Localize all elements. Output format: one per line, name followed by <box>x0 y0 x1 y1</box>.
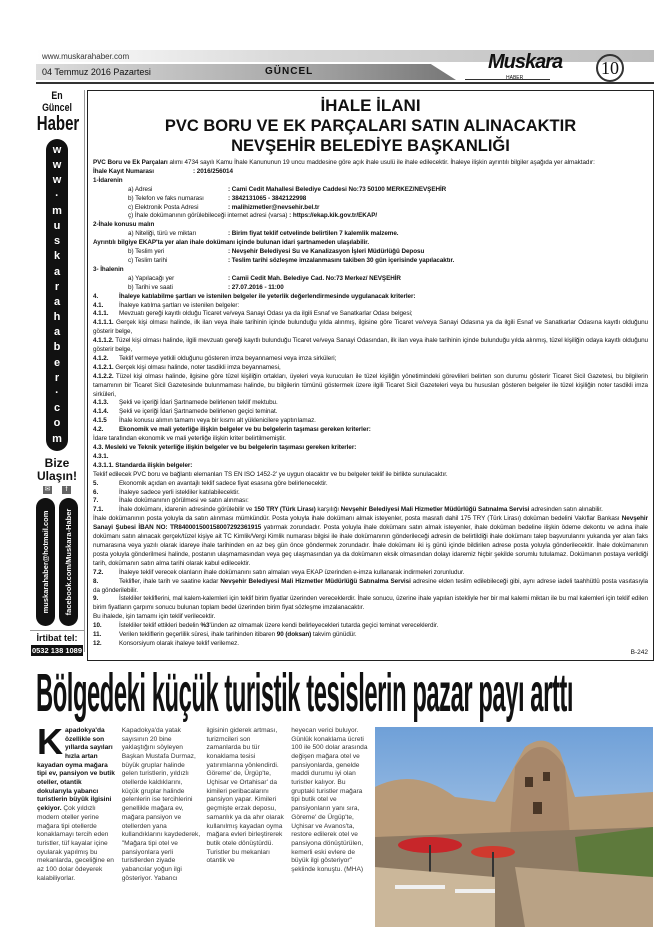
notice-text: Teklif vermeye yetkili olduğunu gösteren imza beyannamesi veya imza sirküleri; <box>119 354 337 362</box>
notice-line <box>93 640 648 649</box>
divider <box>36 82 654 84</box>
notice-text: İhale konusu alımın tamamı veya bir kısmı alt yüklenicilere yaptırılamaz. <box>119 417 316 425</box>
article-lead: apadokya'da özellikle son yıllarda sayıları hızla artan kayadan oyma mağara tipi ev, pansiyon ve butik oteller, otantik dokularıyla yabancı turistlerin büyük ilgisini çekiyor. <box>37 726 115 813</box>
notice-text: adresinden satın alınabilir. <box>529 506 603 514</box>
notice-text: 'ünden az olmamak üzere kendi belirleyecekleri tutarda geçici teminat vereceklerdir. <box>209 622 439 630</box>
notice-text: İhale dokümanı, idarenin adresinde görülebilir ve <box>119 506 255 514</box>
article-body <box>37 720 370 927</box>
field-value: : Cami Cedit Mahallesi Belediye Caddesi No:73 50100 MERKEZ/NEVŞEHİR <box>228 185 447 193</box>
notice-text: Gerçek kişi olması halinde, ilk ilan veya ihale tarihinin içinde bulunduğu yılda alınmış, ilgisine göre Ticaret ve/veya Sanayi Odasına ya da ilgili Esnaf ve Sanatkarlar Odasına kayıtlı olduğunu gösterir belge, <box>93 319 648 336</box>
notice-text: : https://ekap.kik.gov.tr/EKAP/ <box>289 212 378 220</box>
notice-text: 3- İhalenin <box>93 265 124 273</box>
notice-line <box>93 177 648 186</box>
site-letter: · <box>55 189 59 202</box>
notice-text: 4.1.2.1. <box>93 363 114 371</box>
article-headline: Bölgedeki küçük turistik tesislerin pazar payı arttı <box>36 662 573 723</box>
clause-number: 5. <box>93 479 99 487</box>
mail-icon: ✉ <box>44 485 51 493</box>
site-letter: e <box>53 356 61 369</box>
sidebar-title: En Güncel <box>42 90 72 114</box>
site-letter: c <box>53 402 61 415</box>
notice-line <box>93 453 648 462</box>
clause-number: 4.1.1. <box>93 310 109 318</box>
site-letter: b <box>53 341 61 354</box>
notice-body <box>93 159 648 649</box>
page-number: 10 <box>596 54 624 82</box>
field-label: c) Elektronik Posta Adresi <box>128 203 199 211</box>
notice-line <box>93 569 648 578</box>
headline-area <box>36 664 654 724</box>
notice-text: alımı 4734 sayılı Kamu İhale Kanununun 19 uncu maddesine göre açık ihale usulü ile ihale edilecektir. İhaleye ilişkin ayrıntılı bilgiler aşağıda yer almaktadır: <box>167 159 595 166</box>
main-content <box>36 90 654 927</box>
article-column-2: Kapadokya'da yatak sayısının 20 bine yaklaştığını söyleyen Başkan Mustafa Durmaz, büyük gruplar halinde gelen turistlerin, yıldızlı otellerde kaldıklarını, küçük gruplar halinde gelenlerin ise tercihlerini genellikle mağara ev, mağara pansiyon ve otellerden yana kullandıklarını kaydederek, "Mağara tipi otel ve pansiyonlara yerli turistlerden ziyade yabancılar yoğun ilgi gösteriyor. Yabancı <box>121 726 201 882</box>
notice-line <box>93 595 648 613</box>
notice-text: PVC Boru ve Ek Parçaları <box>93 159 168 166</box>
tender-notice <box>87 90 654 661</box>
field-value: : 27.07.2016 - 11:00 <box>228 283 284 291</box>
notice-text: İhale dokümanının posta yoluyla da satın alınması mümkündür. Posta yoluyla ihale dokümanı almak isteyenler, posta masrafı dahil 175 TRY (Türk Lirası) doküman bedelini Vakıflar Bankası <box>93 515 622 523</box>
notice-text: Mevzuatı gereği kayıtlı olduğu Ticaret ve/veya Sanayi Odası ya da ilgili Esnaf ve Sanatkarlar Odası belgesi; <box>119 310 413 318</box>
notice-text: İhaleye katılabilme şartları ve istenilen belgeler ile yeterlik değerlendirmesinde uygulanacak kriterler: <box>119 292 416 300</box>
notice-line <box>93 506 648 515</box>
site-url[interactable]: www.muskarahaber.com <box>42 52 130 61</box>
notice-text: İhale dokümanının görülmesi ve satın alınması: <box>119 497 249 505</box>
contact-title: Bize Ulaşın! <box>36 455 77 483</box>
site-letter: w <box>52 144 62 156</box>
notice-line <box>93 319 648 337</box>
clause-number: 4.1.2. <box>93 354 109 362</box>
notice-text: Bu ihalede, işin tamamı için teklif verilecektir. <box>93 613 216 621</box>
sidebar-title-large: Haber <box>36 113 80 135</box>
article-text: Çok yıldızlı modern oteller yerine mağara tipi otellerde konaklamayı tercih eden turistler, tüf kayalar içine oyularak yapılmış bu mekanlarda, geceliğine en az 100 dolar ödeyerek kalabiliyorlar. <box>37 805 114 882</box>
notice-text: 4.3.1. <box>93 452 109 460</box>
clause-number: 4.1.3. <box>93 399 109 407</box>
notice-text: yatırmak zorundadır. Posta yoluyla ihale dokümanı satın almak isteyenler, ihale doküman bedeline ilişkin ödeme dekontu ve adına ihale dokümanı satın alınacak gerçek/tüzel kişiye ait TC Kimlik/Vergi Kimlik numarası bilgisi ile ihale dokümanının gönderileceği adresin de belirtildiği ihale dokümanı talep başvurularını yukarıda yer alan faks numarasına veya yazılı olarak idareye ihale tarihinden en az beş gün önce göndermek zorundadır. İhale dokümanı iki iş günü içinde bildirilen adrese posta yoluyla gönderilecektir. İhale dokümanının posta yoluyla gönderilmesi halinde, postanın ulaşmamasından veya geç ulaşmasından ya da dokümanın eksik olmasından dolayı idaremiz hiçbir şekilde sorumlu tutulamaz. Dokümanın postaya verildiği tarih, dokümanın satın alma tarihi olarak kabul edilecektir. <box>93 524 649 567</box>
notice-text: 4.3. Mesleki ve Teknik yeterliğe ilişkin belgeler ve bu belgelerin taşıması gereken kriterler: <box>93 444 357 451</box>
notice-line <box>93 444 648 453</box>
field-value: : Nevşehir Belediyesi Su ve Kanalizasyon İşleri Müdürlüğü Deposu <box>228 248 425 256</box>
notice-line <box>93 480 648 489</box>
notice-line <box>93 159 648 168</box>
notice-line <box>93 275 648 284</box>
notice-issuer: NEVŞEHİR BELEDİYE BAŞKANLIĞI <box>231 137 510 155</box>
site-letter: w <box>52 159 62 172</box>
section-name: GÜNCEL <box>265 66 314 77</box>
site-letter: · <box>55 387 59 399</box>
clause-number: 6. <box>93 488 99 496</box>
notice-text: ç) İhale dokümanının görülebileceği internet adresi (varsa) <box>128 212 290 220</box>
logo <box>488 52 588 82</box>
clause-number: 7. <box>93 497 99 505</box>
notice-line <box>93 293 648 302</box>
site-letter: a <box>53 295 61 308</box>
notice-line <box>93 622 648 631</box>
notice-line <box>93 373 648 400</box>
issue-date: 04 Temmuz 2016 Pazartesi <box>42 67 151 77</box>
phone-number: 0532 138 1089 <box>31 645 83 655</box>
clause-number: 9. <box>93 595 99 603</box>
notice-text: 4.1.1.1. <box>93 319 114 327</box>
notice-text: 4.1.2.2. <box>93 372 114 380</box>
email-text: muskarahaber@hotmail.com <box>40 510 50 614</box>
field-value: : 2016/256014 <box>193 167 233 175</box>
notice-line <box>93 284 648 293</box>
logo-subtext: HABER <box>506 75 524 81</box>
notice-text: Tüzel kişi olması halinde, ilgisine göre tüzel kişiliğin ortakları, üyeleri veya kurucuları ile tüzel kişiliğin yönetimindeki görevlileri belirten son durumu gösterir Ticaret Sicil Gazetesi, bu bilgilerin tamamının bir Ticaret Sicil Gazetesinde bulunmaması halinde, bu bilgilerin tümünü göstermek üzere ilgili Ticaret Sicil Gazeteleri veya bu hususları gösteren belgeler ile tüzel kişiliğin noter tasdikli imza sirküleri, <box>93 372 648 398</box>
notice-line <box>93 408 648 417</box>
clause-number: 4.1.5 <box>93 417 107 425</box>
notice-line <box>93 417 648 426</box>
notice-line <box>93 266 648 275</box>
clause-number: 12. <box>93 639 102 647</box>
notice-text: İhaleye sadece yerli istekliler katılabilecektir. <box>119 488 240 496</box>
notice-text: 90 (doksan) <box>276 631 312 639</box>
site-letter: r <box>54 371 60 384</box>
field-label: a) Yapılacağı yer <box>128 274 175 282</box>
notice-line <box>93 302 648 311</box>
field-label: c) Teslim tarihi <box>128 256 168 264</box>
clause-number: 7.2. <box>93 568 104 576</box>
notice-line <box>93 471 648 480</box>
site-letter: k <box>53 250 61 263</box>
notice-line <box>93 195 648 204</box>
site-letter: u <box>53 219 61 232</box>
notice-text: İdare tarafından ekonomik ve mali yeterliğe ilişkin kriter belirtilmemiştir. <box>93 435 286 443</box>
notice-text: Ekonomik açıdan en avantajlı teklif sadece fiyat esasına göre belirlenecektir. <box>119 479 328 487</box>
notice-text: Konsorsiyum olarak ihaleye teklif verilemez. <box>119 639 239 647</box>
notice-text: Verilen tekliflerin geçerlilik süresi, ihale tarihinden itibaren <box>119 631 277 639</box>
site-letter: a <box>53 326 61 339</box>
notice-text: Teklif edilecek PVC boru ve bağlantı elemanları TS EN ISO 1452-2' ye uygun olacaktır ve bu belgeler teklif ile birlikte sunulacaktır. <box>93 470 448 478</box>
notice-text: 150 TRY (Türk Lirası) <box>254 506 316 514</box>
notice-text: takvim günüdür. <box>311 631 357 639</box>
notice-text: 4.3.1.1. Standarda ilişkin belgeler: <box>93 461 193 469</box>
notice-text: Şekli ve içeriği İdari Şartnamede belirlenen teklif mektubu. <box>119 399 278 407</box>
clause-number: 4.1.4. <box>93 408 109 416</box>
notice-text: 1-İdarenin <box>93 176 123 184</box>
field-value: : Camii Cedit Mah. Belediye Cad. No:73 Merkez/ NEVŞEHİR <box>228 274 401 282</box>
clause-number: 4.1. <box>93 301 104 309</box>
notice-text: Ayrıntılı bilgiye EKAP'ta yer alan ihale dokümanı içinde bulunan idari şartnameden ulaşılabilir. <box>93 239 370 247</box>
notice-line <box>93 426 648 435</box>
field-label: b) Tarihi ve saati <box>128 283 173 291</box>
facebook-icon: f <box>62 486 71 494</box>
site-letter: o <box>53 417 61 430</box>
field-label: b) Telefon ve faks numarası <box>128 194 204 202</box>
notice-line <box>93 248 648 257</box>
notice-line <box>93 497 648 506</box>
clause-number: 7.1. <box>93 506 104 514</box>
clause-number: 4. <box>93 292 99 300</box>
article-photo <box>375 727 653 927</box>
notice-text: Teklifler, ihale tarih ve saatine kadar <box>119 577 221 585</box>
notice-line <box>93 515 648 568</box>
notice-line <box>93 355 648 364</box>
article-column-4: heyecan verici buluyor. Günlük konaklama ücreti 100 ile 500 dolar arasında değişen mağara otel ve pansiyonlarda, genelde maddi durumu iyi olan turistler kalıyor. Bu gruptaki turistler mağara tipi butik otel ve pansiyonların yanı sıra, Göreme' de Ürgüp'te, Uçhisar ve Avanos'ta, restore edilerek otel ve pansiyona dönüştürülen, kemerli eski evlere de büyük ilgi gösteriyor" şeklinde konuştu. (MHA) <box>291 726 368 874</box>
notice-text: %3 <box>200 622 210 630</box>
article-column-3: ilgisinin giderek artması, turizmcileri son zamanlarda bu tür konaklama tesisi yatırımlarına yönlendirdi. Göreme' de, Ürgüp'te, Uçhisar ve Ortahisar' da kimileri peribacalarını pansiyon yapar. Kimileri geçmişte erzak deposu, samanlık ya da ahır olarak kullanılmış kayadan oyma mağara evleri birleştirerek butik otele dönüştürdü. Turistler bu mekanları otantik ve <box>206 726 284 865</box>
notice-line <box>93 221 648 230</box>
site-letter: r <box>54 280 60 293</box>
notice-line <box>93 613 648 622</box>
logo-text: Muskara <box>488 51 563 73</box>
article-column-1 <box>37 720 116 927</box>
notice-text: Şekli ve içeriği İdari Şartnamede belirlenen geçici teminat. <box>119 408 278 416</box>
notice-line <box>93 631 648 640</box>
notice-line <box>93 337 648 355</box>
field-value: : malihizmetler@nevsehir.bel.tr <box>228 203 320 211</box>
notice-line <box>93 168 648 177</box>
site-letter: h <box>53 311 61 324</box>
notice-text: Nevşehir Belediyesi Mali Hizmetler Müdürlüğü Satınalma Servisi <box>340 506 530 514</box>
notice-text: Ekonomik ve mali yeterliğe ilişkin belgeler ve bu belgelerin taşıması gereken kriterler: <box>119 426 371 434</box>
site-letter: w <box>52 174 62 187</box>
notice-line <box>93 186 648 195</box>
site-letter: s <box>53 235 61 248</box>
notice-line <box>93 239 648 248</box>
notice-text: İhaleye teklif verecek olanların ihale dokümanını satın almaları veya EKAP üzerinden e-imza kullanarak indirmeleri zorunludur. <box>119 568 465 576</box>
notice-text: 2-İhale konusu malın <box>93 221 155 229</box>
notice-line <box>93 462 648 471</box>
site-letter: a <box>53 265 61 278</box>
notice-text: Tüzel kişi olması halinde, ilgili mevzuatı gereği kayıtlı bulunduğu Ticaret ve/veya Sanayi Odasından, ilk ilan veya ihale tarihinin içinde bulunduğu yılda alınmış, tüzel kişiliğin odaya kayıtlı olduğunu gösterir belge, <box>93 337 648 354</box>
notice-line <box>93 257 648 266</box>
notice-text: karşılığı <box>315 506 341 514</box>
clause-number: 11. <box>93 631 102 639</box>
field-label: a) Adresi <box>128 185 153 193</box>
field-value: : Birim fiyat teklif cetvelinde belirtilen 7 kalemlik malzeme. <box>228 230 399 238</box>
article <box>37 720 654 927</box>
site-letter: m <box>52 204 62 217</box>
notice-reference: B-242 <box>630 648 648 656</box>
notice-line <box>93 364 648 373</box>
phone-label: İrtibat tel: <box>30 630 84 643</box>
notice-text: adresine elden teslim edilebileceği gibi, aynı adrese iadeli taahhütlü posta vasıtasıyla da gönderilebilir. <box>93 577 648 594</box>
notice-text: İhaleye katılma şartları ve istenilen belgeler: <box>119 301 240 309</box>
notice-title: İHALE İLANI <box>320 96 421 115</box>
field-label: b) Teslim yeri <box>128 248 165 256</box>
notice-line <box>93 310 648 319</box>
field-value: : Teslim tarihi sözleşme imzalanmasını takiben 30 gün içerisinde yapılacaktır. <box>228 256 455 264</box>
drop-cap: K <box>37 720 63 762</box>
notice-text: 4.1.1.2. <box>93 337 114 345</box>
notice-line <box>93 230 648 239</box>
facebook-text: facebook.com/Muskara-Haber <box>63 508 73 616</box>
notice-subtitle: PVC BORU VE EK PARÇALARI SATIN ALINACAKTIR <box>164 117 577 135</box>
notice-text: İstekliler tekliflerini, mal kalem-kalemleri için teklif birim fiyatlar üzerinden vereceklerdir. İhale sonucu, üzerine ihale yapılan istekliyle her bir mal kalemi miktarı ile bu mal kalemleri için teklif edilen birim fiyatların çarpımı sonucu bulunan toplam bedel üzerinden birim fiyat sözleşme imzalanacaktır. <box>93 595 648 612</box>
notice-text: Gerçek kişi olması halinde, noter tasdikli imza beyannamesi, <box>113 363 281 371</box>
notice-line <box>93 435 648 444</box>
field-value: : 3842131065 - 3842122998 <box>228 194 307 202</box>
clause-number: 8. <box>93 577 99 585</box>
field-label: a) Niteliği, türü ve miktarı <box>128 230 197 238</box>
notice-line <box>93 212 648 221</box>
clause-number: 4.2. <box>93 426 104 434</box>
notice-line <box>93 578 648 596</box>
notice-text: İstekliler teklif ettikleri bedelin <box>119 622 201 630</box>
field-label: İhale Kayıt Numarası <box>93 167 154 175</box>
notice-text: Nevşehir Belediyesi Mali Hizmetler Müdürlüğü Satınalma Servisi <box>220 577 411 585</box>
clause-number: 10. <box>93 622 102 630</box>
notice-text: Nevşehir Sanayi Şubesi İBAN NO: TR840001500158007292361915 <box>93 515 648 532</box>
site-letter: m <box>52 432 62 445</box>
